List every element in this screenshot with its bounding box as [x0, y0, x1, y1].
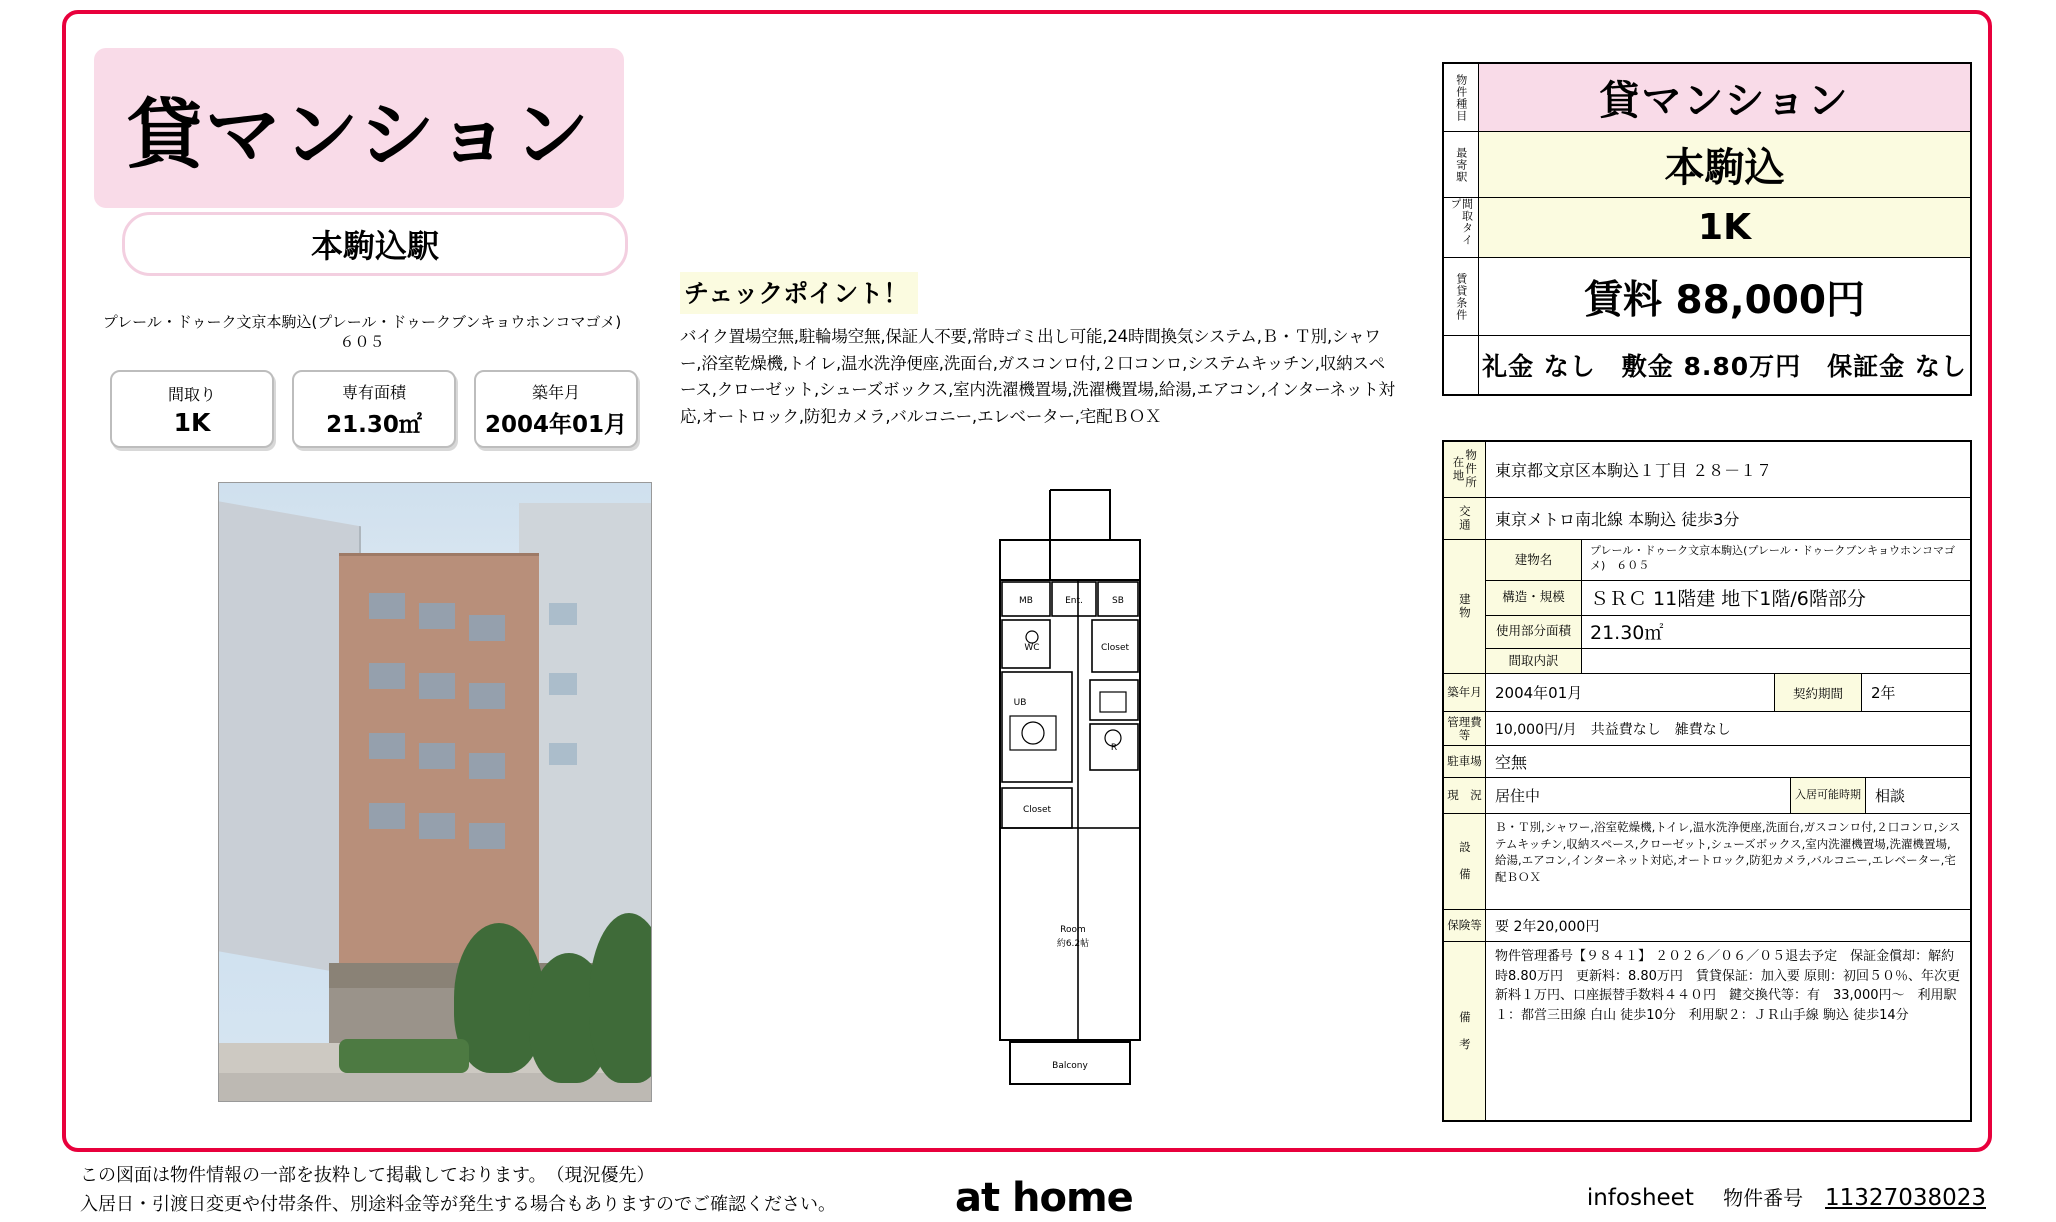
detail-row-transport	[1444, 498, 1970, 540]
building-label-area: 使用部分面積	[1486, 616, 1582, 648]
building-value-name: プレール・ドゥーク文京本駒込(プレール・ドゥークブンキョウホンコマゴメ) ６０５	[1590, 544, 1955, 572]
spec-built	[474, 370, 638, 448]
photo-window	[469, 753, 505, 779]
nearest-station-label: 本駒込駅	[310, 227, 439, 265]
detail-row-built	[1444, 674, 1970, 712]
footer-note-line1: この図面は物件情報の一部を抜粋して掲載しております。 （現況優先）	[80, 1165, 655, 1186]
photo-window	[419, 813, 455, 839]
detail-row-address	[1444, 442, 1970, 498]
detail-label-built: 築年月	[1444, 674, 1486, 711]
photo-window	[549, 743, 577, 765]
summary-value-deposit: 礼金 なし 敷金 8.80万円 保証金 なし	[1482, 352, 1967, 381]
spec-built-label: 築年月	[531, 382, 580, 402]
floorplan-label-room: Room	[1060, 925, 1086, 935]
building-value-structure: ＳＲＣ 11階建 地下1階/6階部分	[1590, 588, 1866, 611]
photo-window	[369, 733, 405, 759]
detail-label-transport: 交通	[1444, 498, 1486, 539]
building-row-layout	[1486, 649, 1970, 673]
spec-badges	[110, 370, 638, 448]
spec-area-value: 21.30㎡	[326, 411, 422, 438]
building-label-structure: 構造・規模	[1486, 581, 1582, 615]
detail-value-address: 東京都文京区本駒込１丁目 ２８－１７	[1495, 461, 1773, 480]
footer-note	[80, 1162, 836, 1220]
detail-value-remarks: 物件管理番号【９８４１】 ２０２６／０６／０５退去予定 保証金償却：解約時8.80万円 更新料：8.80万円 賃貸保証：加入要 原則：初回５０％、年次更新料１万円、口座振替手数料４４０円 鍵交換代等：有 33,000円〜 利用駅１：都営三田線 白山 徒歩10分 利用駅２：ＪＲ山手線 駒込 徒歩14分	[1495, 949, 1961, 1023]
footer-note-line2: 入居日・引渡日変更や付帯条件、別途料金等が発生する場合もありますのでご確認ください。	[80, 1193, 836, 1215]
detail-label-movein: 入居可能時期	[1791, 778, 1866, 813]
detail-label-remarks: 備 考	[1444, 942, 1486, 1120]
summary-label-rent: 賃貸条件	[1444, 258, 1479, 335]
floor-plan-svg	[940, 480, 1210, 1100]
floorplan-label-mb: MB	[1019, 596, 1033, 606]
detail-value-parking: 空無	[1495, 753, 1528, 772]
floor-plan	[940, 480, 1210, 1100]
summary-label-layout: 間取タイプ	[1444, 198, 1479, 257]
detail-row-remarks	[1444, 942, 1970, 1120]
spec-layout-value: 1K	[173, 407, 211, 437]
floorplan-label-ub: UB	[1013, 698, 1027, 708]
floorplan-label-closet1: Closet	[1100, 643, 1130, 653]
spec-area	[292, 370, 456, 448]
detail-value-contract: 2年	[1871, 684, 1896, 702]
property-no-label: 物件番号	[1723, 1186, 1804, 1210]
photo-window	[469, 683, 505, 709]
building-value-area: 21.30㎡	[1590, 622, 1664, 645]
building-value-layout	[1582, 649, 1970, 673]
building-label-layout: 間取内訳	[1486, 649, 1582, 673]
floorplan-label-wc: WC	[1024, 643, 1040, 653]
detail-value-equipment: Ｂ・Ｔ別,シャワー,浴室乾燥機,トイレ,温水洗浄便座,洗面台,ガスコンロ付,２口コンロ,システムキッチン,収納スペース,クローゼット,シューズボックス,室内洗濯機置場,洗濯機置場,給湯,エアコン,インターネット対応,オートロック,防犯カメラ,バルコニー,エレベーター,宅配ＢＯＸ	[1495, 820, 1961, 885]
photo-window	[419, 603, 455, 629]
checkpoint-title: チェックポイント！	[680, 272, 918, 314]
detail-label-contract: 契約期間	[1775, 674, 1862, 711]
property-type-label: 貸マンション	[126, 89, 592, 179]
building-name-header	[92, 312, 632, 353]
detail-table	[1442, 440, 1972, 1122]
detail-label-equipment: 設 備	[1444, 814, 1486, 909]
spec-layout-label: 間取り	[167, 384, 216, 404]
summary-table	[1442, 62, 1972, 396]
photo-window	[549, 673, 577, 695]
detail-label-insurance: 保険等	[1444, 910, 1486, 941]
summary-value-type: 貸マンション	[1479, 64, 1970, 131]
building-row-structure	[1486, 581, 1970, 616]
built-contract-split	[1486, 674, 1970, 711]
detail-value-built: 2004年01月	[1486, 674, 1775, 711]
summary-row-deposit	[1444, 336, 1970, 394]
photo-window	[419, 673, 455, 699]
detail-label-parking: 駐車場	[1444, 746, 1486, 777]
photo-window	[369, 663, 405, 689]
detail-label-status: 現 況	[1444, 778, 1486, 813]
spec-area-label: 専有面積	[341, 382, 406, 402]
building-subtable	[1486, 540, 1970, 673]
detail-row-building	[1444, 540, 1970, 674]
checkpoint-body: バイク置場空無,駐輪場空無,保証人不要,常時ゴミ出し可能,24時間換気システム,Ｂ・Ｔ別,シャワー,浴室乾燥機,トイレ,温水洗浄便座,洗面台,ガスコンロ付,２口コンロ,システムキッチン,収納スペース,クローゼット,シューズボックス,室内洗濯機置場,洗濯機置場,給湯,エアコン,インターネット対応,オートロック,防犯カメラ,バルコニー,エレベーター,宅配ＢＯＸ	[680, 327, 1395, 427]
infosheet-label: infosheet	[1586, 1185, 1694, 1211]
summary-row-station	[1444, 132, 1970, 198]
photo-window	[369, 593, 405, 619]
building-row-area	[1486, 616, 1970, 649]
detail-value-movein: 相談	[1875, 787, 1906, 805]
detail-label-address: 物件所在地	[1444, 442, 1486, 497]
building-name-line2: ６０５	[339, 333, 385, 352]
property-type-title	[92, 46, 626, 210]
photo-window	[469, 615, 505, 641]
building-photo	[218, 482, 652, 1102]
detail-row-mgmt	[1444, 712, 1970, 746]
photo-hedge	[339, 1039, 469, 1073]
photo-window	[549, 603, 577, 625]
photo-window	[369, 803, 405, 829]
detail-row-equipment	[1444, 814, 1970, 910]
detail-row-parking	[1444, 746, 1970, 778]
detail-value-insurance: 要 2年20,000円	[1495, 918, 1600, 935]
spec-layout	[110, 370, 274, 448]
nearest-station-box	[122, 212, 628, 276]
detail-row-insurance	[1444, 910, 1970, 942]
summary-row-type	[1444, 64, 1970, 132]
summary-value-layout: 1K	[1479, 198, 1970, 257]
detail-value-status: 居住中	[1486, 778, 1791, 813]
detail-label-building: 建物	[1444, 540, 1486, 673]
summary-row-layout	[1444, 198, 1970, 258]
status-movein-split	[1486, 778, 1970, 813]
summary-value-rent: 賃料 88,000円	[1479, 258, 1970, 335]
athome-logo	[955, 1175, 1133, 1221]
summary-value-station: 本駒込	[1479, 132, 1970, 197]
floorplan-label-closet2: Closet	[1022, 805, 1052, 815]
detail-value-transport: 東京メトロ南北線 本駒込 徒歩3分	[1495, 510, 1740, 529]
athome-logo-text: at home	[955, 1175, 1133, 1221]
floorplan-label-sb: SB	[1112, 596, 1124, 606]
building-label-name: 建物名	[1486, 540, 1582, 580]
property-no-value: 11327038023	[1825, 1185, 1986, 1211]
floorplan-label-balcony: Balcony	[1052, 1061, 1088, 1071]
spec-built-value: 2004年01月	[484, 411, 628, 438]
detail-value-mgmt: 10,000円/月 共益費なし 雑費なし	[1495, 721, 1731, 738]
detail-row-status	[1444, 778, 1970, 814]
floorplan-label-room-size: 約6.2帖	[1056, 939, 1090, 949]
summary-label-deposit	[1444, 336, 1479, 394]
floorplan-label-ent: Ent.	[1065, 596, 1083, 606]
detail-label-mgmt: 管理費等	[1444, 712, 1486, 745]
photo-window	[469, 823, 505, 849]
building-row-name	[1486, 540, 1970, 581]
floorplan-label-r: R	[1110, 743, 1118, 753]
infosheet-footer	[1587, 1182, 1986, 1211]
summary-label-type: 物件種目	[1444, 64, 1479, 131]
building-name-line1: プレール・ドゥーク文京本駒込(プレール・ドゥークブンキョウホンコマゴメ)	[102, 313, 622, 331]
photo-window	[419, 743, 455, 769]
summary-label-station: 最寄駅	[1444, 132, 1479, 197]
summary-row-rent	[1444, 258, 1970, 336]
